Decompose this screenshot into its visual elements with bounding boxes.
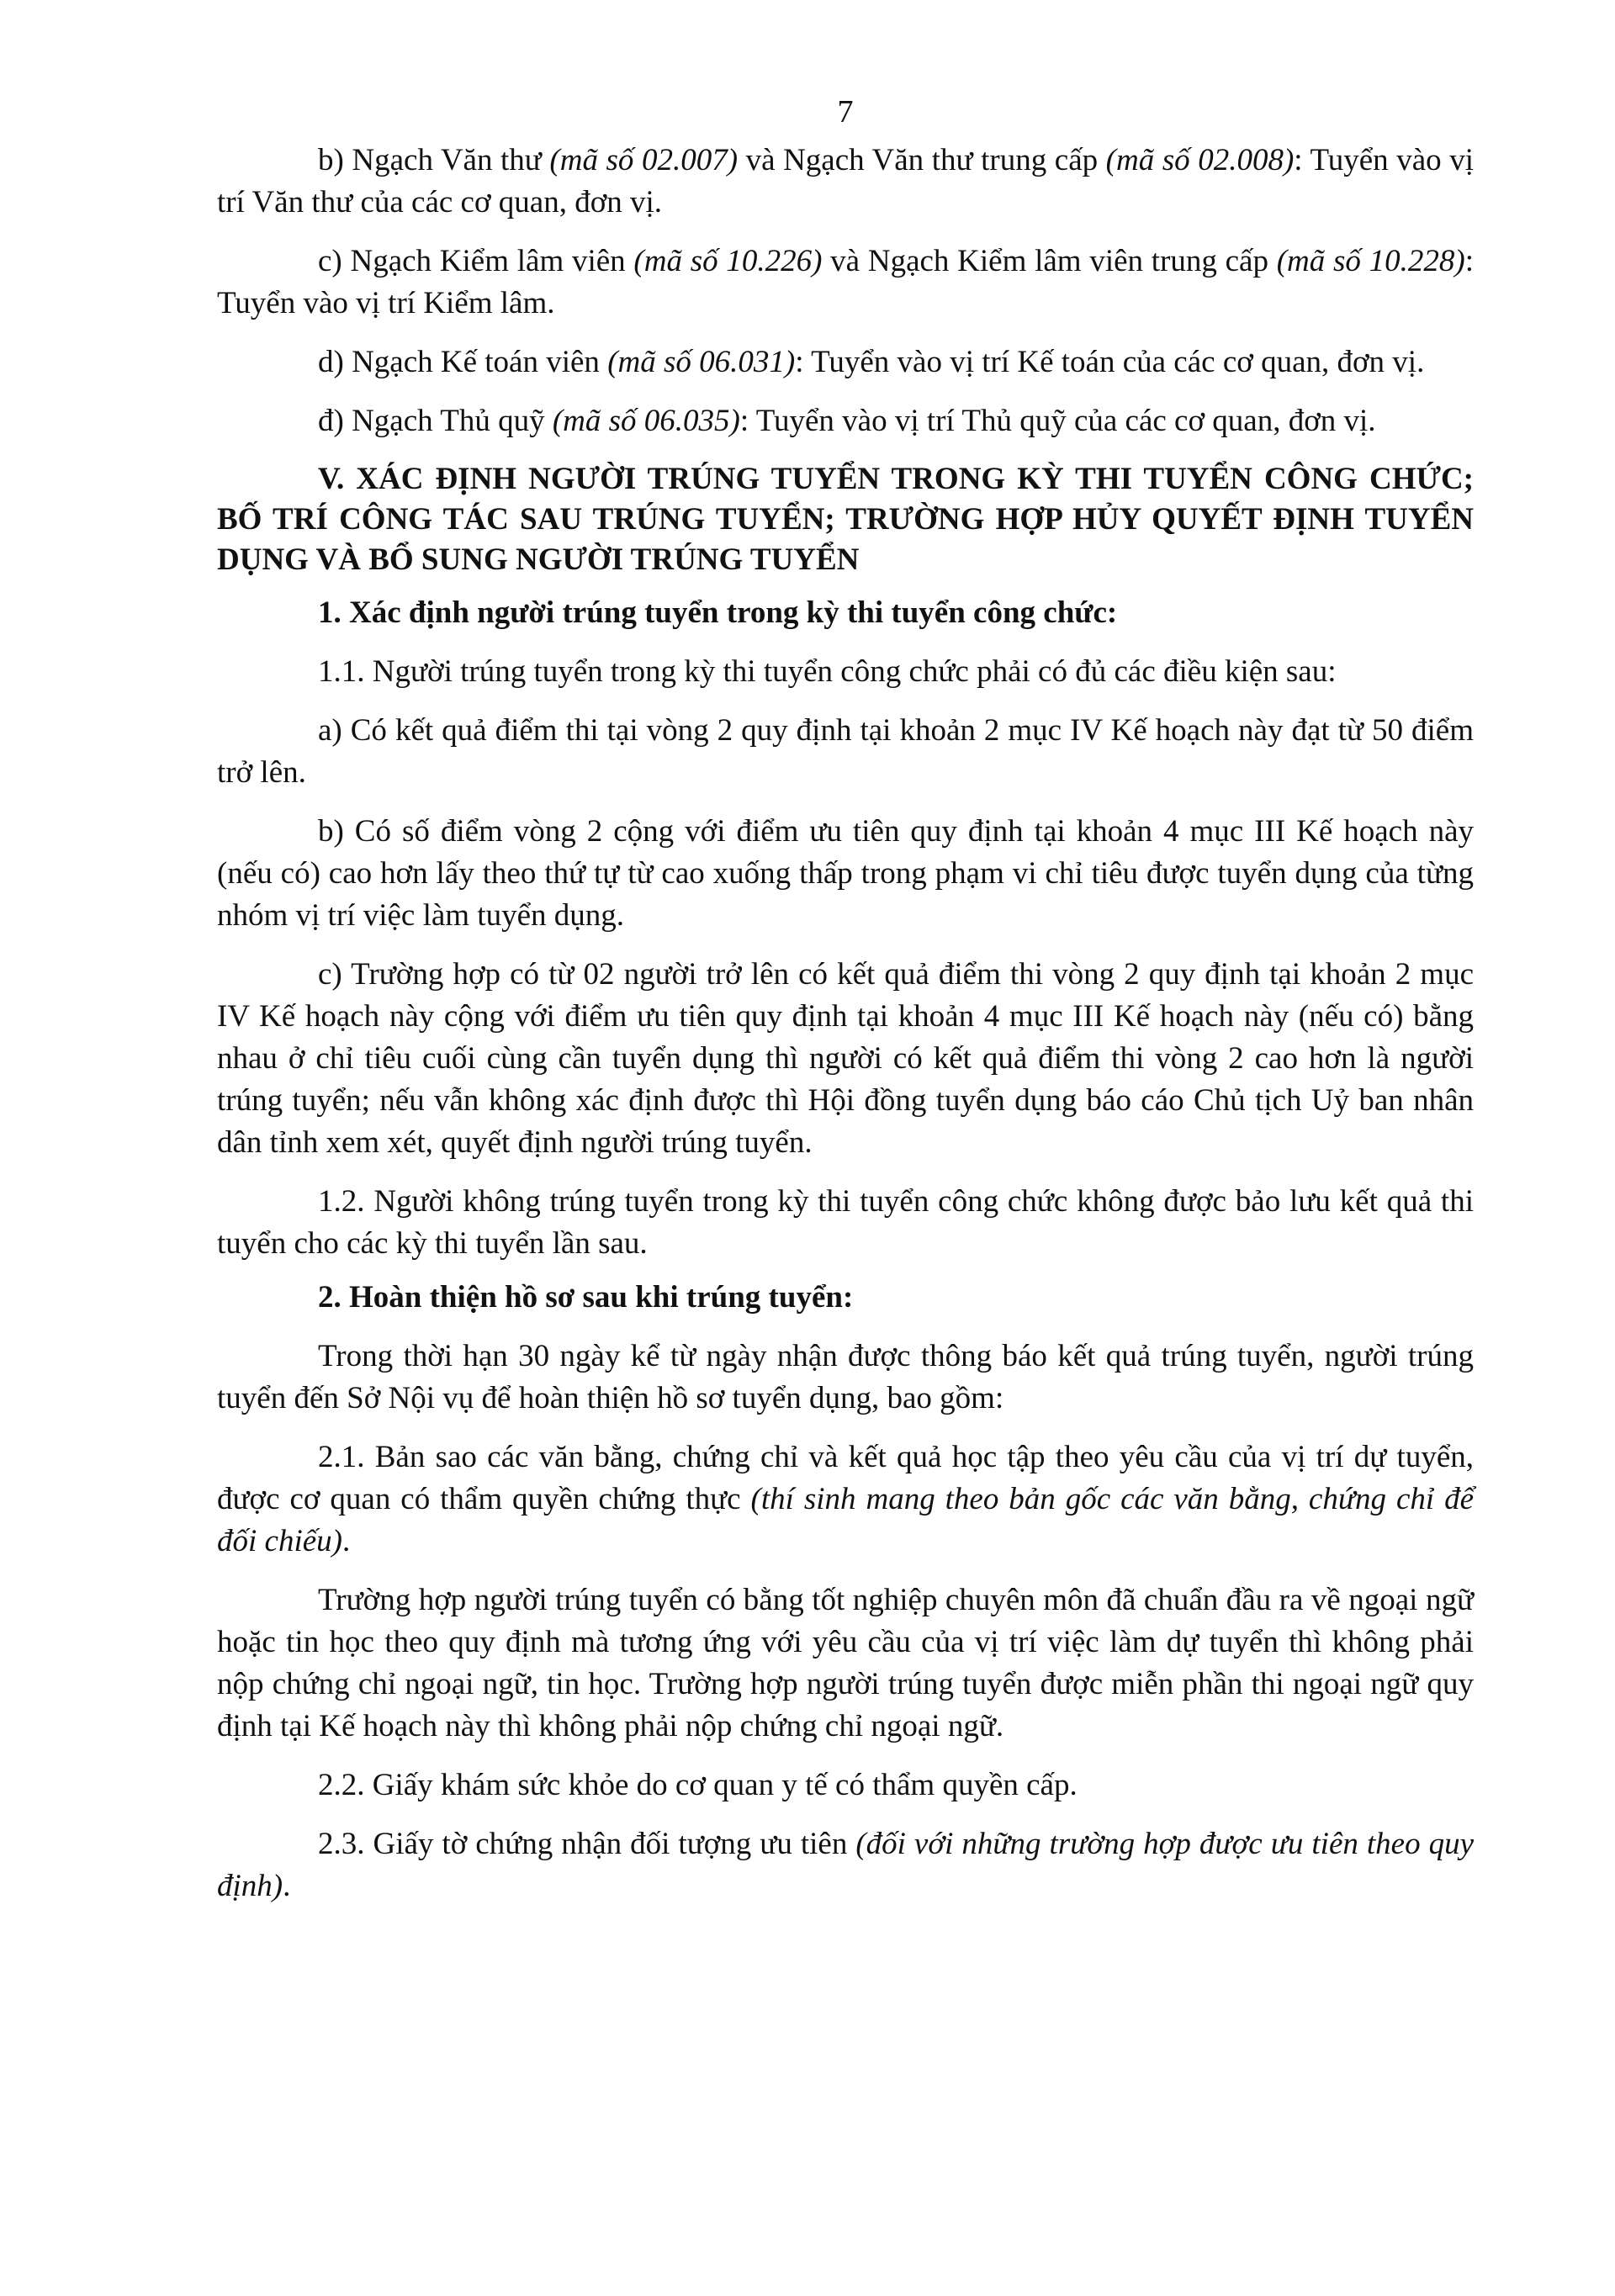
code-italic: (mã số 06.031)	[607, 345, 796, 379]
text: và Ngạch Văn thư trung cấp	[738, 143, 1106, 177]
text: và Ngạch Kiểm lâm viên trung cấp	[822, 244, 1277, 278]
code-italic: (mã số 02.008)	[1105, 143, 1295, 177]
code-italic: (mã số 02.007)	[549, 143, 739, 177]
text: : Tuyển vào vị trí Kế toán của các cơ quan, đơn vị.	[795, 345, 1425, 379]
code-italic: (mã số 10.228)	[1276, 244, 1465, 278]
paragraph-d-ke-toan	[217, 341, 1474, 384]
text: : Tuyển vào vị trí Thủ quỹ của các cơ quan, đơn vị.	[739, 404, 1376, 438]
paragraph-b-van-thu	[217, 140, 1474, 224]
note-italic: (thí sinh mang theo bản gốc các văn bằng, chứng chỉ để đối chiếu)	[217, 1482, 1475, 1558]
section-heading-v: V. XÁC ĐỊNH NGƯỜI TRÚNG TUYỂN TRONG KỲ THI TUYỂN CÔNG CHỨC; BỐ TRÍ CÔNG TÁC SAU TRÚNG TUYỂN; TRƯỜNG HỢP HỦY QUYẾT ĐỊNH TUYỂN DỤNG VÀ BỔ SUNG NGƯỜI TRÚNG TUYỂN	[217, 462, 1474, 577]
paragraph-c: c) Trường hợp có từ 02 người trở lên có kết quả điểm thi vòng 2 quy định tại khoản 2 mục IV Kế hoạch này cộng với điểm ưu tiên quy định tại khoản 4 mục III Kế hoạch này (nếu có) bằng nhau ở chỉ tiêu cuối cùng cần tuyển dụng thì người có kết quả điểm thi vòng 2 cao hơn là người trúng tuyển; nếu vẫn không xác định được thì Hội đồng tuyển dụng báo cáo Chủ tịch Uỷ ban nhân dân tỉnh xem xét, quyết định người trúng tuyển.	[217, 957, 1474, 1160]
subheading-2: 2. Hoàn thiện hồ sơ sau khi trúng tuyển:	[318, 1280, 854, 1315]
text: c) Ngạch Kiểm lâm viên	[318, 244, 634, 278]
text: 2.3. Giấy tờ chứng nhận đối tượng ưu tiên	[318, 1827, 856, 1861]
subheading-1: 1. Xác định người trúng tuyển trong kỳ thi tuyển công chức:	[318, 595, 1118, 630]
page-number: 7	[837, 94, 854, 130]
document-page	[217, 93, 1474, 1907]
code-italic: (mã số 06.035)	[552, 404, 740, 438]
paragraph-a: a) Có kết quả điểm thi tại vòng 2 quy định tại khoản 2 mục IV Kế hoạch này đạt từ 50 điểm trở lên.	[217, 713, 1474, 790]
paragraph-2-3	[217, 1823, 1474, 1907]
text: .	[283, 1869, 291, 1903]
code-italic: (mã số 10.226)	[633, 244, 823, 278]
paragraph-1-1: 1.1. Người trúng tuyển trong kỳ thi tuyển công chức phải có đủ các điều kiện sau:	[318, 654, 1337, 689]
text: d) Ngạch Kế toán viên	[318, 345, 608, 379]
paragraph-dd-thu-quy	[217, 400, 1474, 442]
text: đ) Ngạch Thủ quỹ	[318, 404, 553, 438]
paragraph-2-1	[217, 1436, 1474, 1563]
text: : Tuyển vào vị trí Kiểm lâm.	[217, 244, 1475, 320]
paragraph-2-2: 2.2. Giấy khám sức khỏe do cơ quan y tế có thẩm quyền cấp.	[318, 1768, 1078, 1802]
text: : Tuyển vào vị trí Văn thư của các cơ quan, đơn vị.	[217, 143, 1474, 220]
note-italic: (đối với những trường hợp được ưu tiên theo quy định)	[217, 1827, 1474, 1903]
paragraph-intro-2: Trong thời hạn 30 ngày kể từ ngày nhận được thông báo kết quả trúng tuyển, người trúng tuyển đến Sở Nội vụ để hoàn thiện hồ sơ tuyển dụng, bao gồm:	[217, 1339, 1474, 1415]
text: b) Ngạch Văn thư	[318, 143, 550, 177]
text: .	[342, 1524, 351, 1558]
paragraph-b: b) Có số điểm vòng 2 cộng với điểm ưu tiên quy định tại khoản 4 mục III Kế hoạch này (nếu có) cao hơn lấy theo thứ tự từ cao xuống thấp trong phạm vi chỉ tiêu được tuyển dụng của từng nhóm vị trí việc làm tuyển dụng.	[217, 814, 1474, 933]
paragraph-1-2: 1.2. Người không trúng tuyển trong kỳ thi tuyển công chức không được bảo lưu kết quả thi tuyển cho các kỳ thi tuyển lần sau.	[217, 1184, 1474, 1261]
paragraph-c-kiem-lam	[217, 241, 1474, 325]
paragraph-2-1-exception: Trường hợp người trúng tuyển có bằng tốt nghiệp chuyên môn đã chuẩn đầu ra về ngoại ngữ hoặc tin học theo quy định mà tương ứng với yêu cầu của vị trí việc làm dự tuyển thì không phải nộp chứng chỉ ngoại ngữ, tin học. Trường hợp người trúng tuyển được miễn phần thi ngoại ngữ quy định tại Kế hoạch này thì không phải nộp chứng chỉ ngoại ngữ.	[217, 1583, 1474, 1743]
text: 2.1. Bản sao các văn bằng, chứng chỉ và kết quả học tập theo yêu cầu của vị trí dự tuyển, được cơ quan có thẩm quyền chứng thực	[217, 1440, 1474, 1516]
